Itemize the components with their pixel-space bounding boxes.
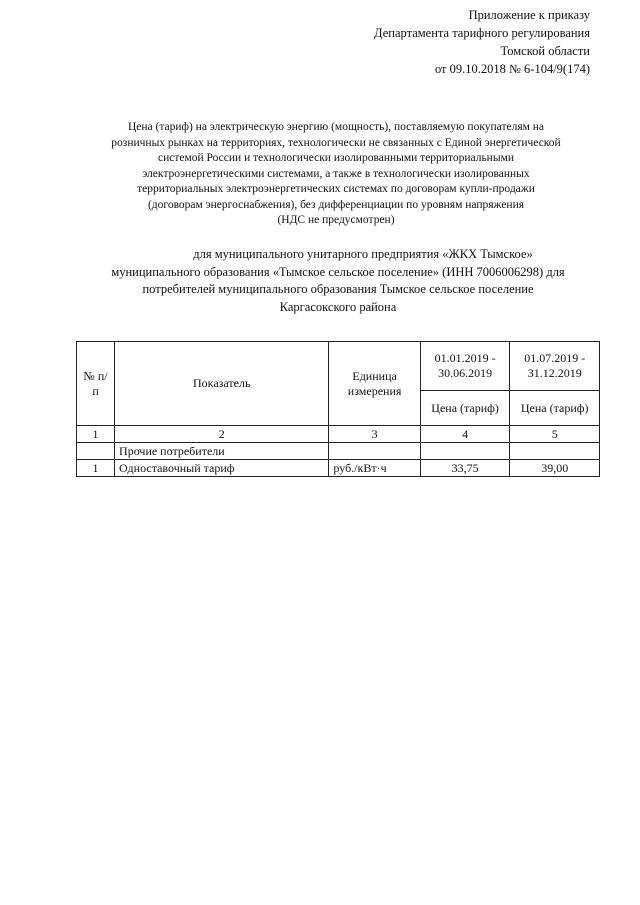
title-line: территориальных электроэнергетических системах по договорам купли-продажи [137,183,535,195]
organization-line: для муниципального унитарного предприятия «ЖКХ Тымское» [193,247,533,261]
tariff-table [76,341,600,477]
header-price-2: Цена (тариф) [510,391,600,426]
organization-line: Каргасокского района [279,299,397,314]
header-period-1: 01.01.2019 - 30.06.2019 [420,342,510,391]
table-header-row [77,342,600,391]
header-number: № п/п [77,342,115,426]
title-line: Цена (тариф) на электрическую энергию (мощность), поставляемую покупателям на [127,121,545,133]
category-label: Прочие потребители [115,443,329,460]
title-line: системой России и технологически изолированными территориальными [157,152,514,164]
appendix-order-date: от 09.10.2018 № 6-104/9(174) [434,62,590,76]
column-number: 1 [77,426,115,443]
document-title [66,120,606,229]
appendix-line: Приложение к приказу [468,8,590,22]
table-row [77,460,600,477]
header-unit: Единица измерения [329,342,420,426]
row-value-period-1: 33,75 [420,460,510,477]
title-line: (договорам энергоснабжения), без дифференциации по уровням напряжения [147,198,525,211]
category-unit-cell [329,443,420,460]
row-indicator: Одноставочный тариф [115,460,329,477]
organization-line: муниципального образования «Тымское сельское поселение» (ИНН 7006006298) для [111,264,565,279]
organization-line: потребителей муниципального образования Тымское сельское поселение [142,282,534,296]
column-number: 3 [329,426,420,443]
header-price-1: Цена (тариф) [420,391,510,426]
title-line: электроэнергетическими системами, а также в технологически изолированных [142,167,530,180]
column-number: 5 [510,426,600,443]
title-line-vat: (НДС не предусмотрен) [277,214,395,226]
organization-description [70,246,606,316]
category-value-cell [510,443,600,460]
header-period-2: 01.07.2019 - 31.12.2019 [510,342,600,391]
appendix-line: Томской области [500,44,590,58]
row-value-period-2: 39,00 [510,460,600,477]
title-line: розничных рынках на территориях, технологически не связанных с Единой энергетической [111,136,561,149]
row-number: 1 [77,460,115,477]
appendix-line: Департамента тарифного регулирования [374,26,590,40]
appendix-header [374,6,590,78]
header-indicator: Показатель [115,342,329,426]
column-number: 2 [115,426,329,443]
row-unit: руб./кВт·ч [329,460,420,477]
category-number-cell [77,443,115,460]
column-numbers-row [77,426,600,443]
category-row [77,443,600,460]
category-value-cell [420,443,510,460]
column-number: 4 [420,426,510,443]
